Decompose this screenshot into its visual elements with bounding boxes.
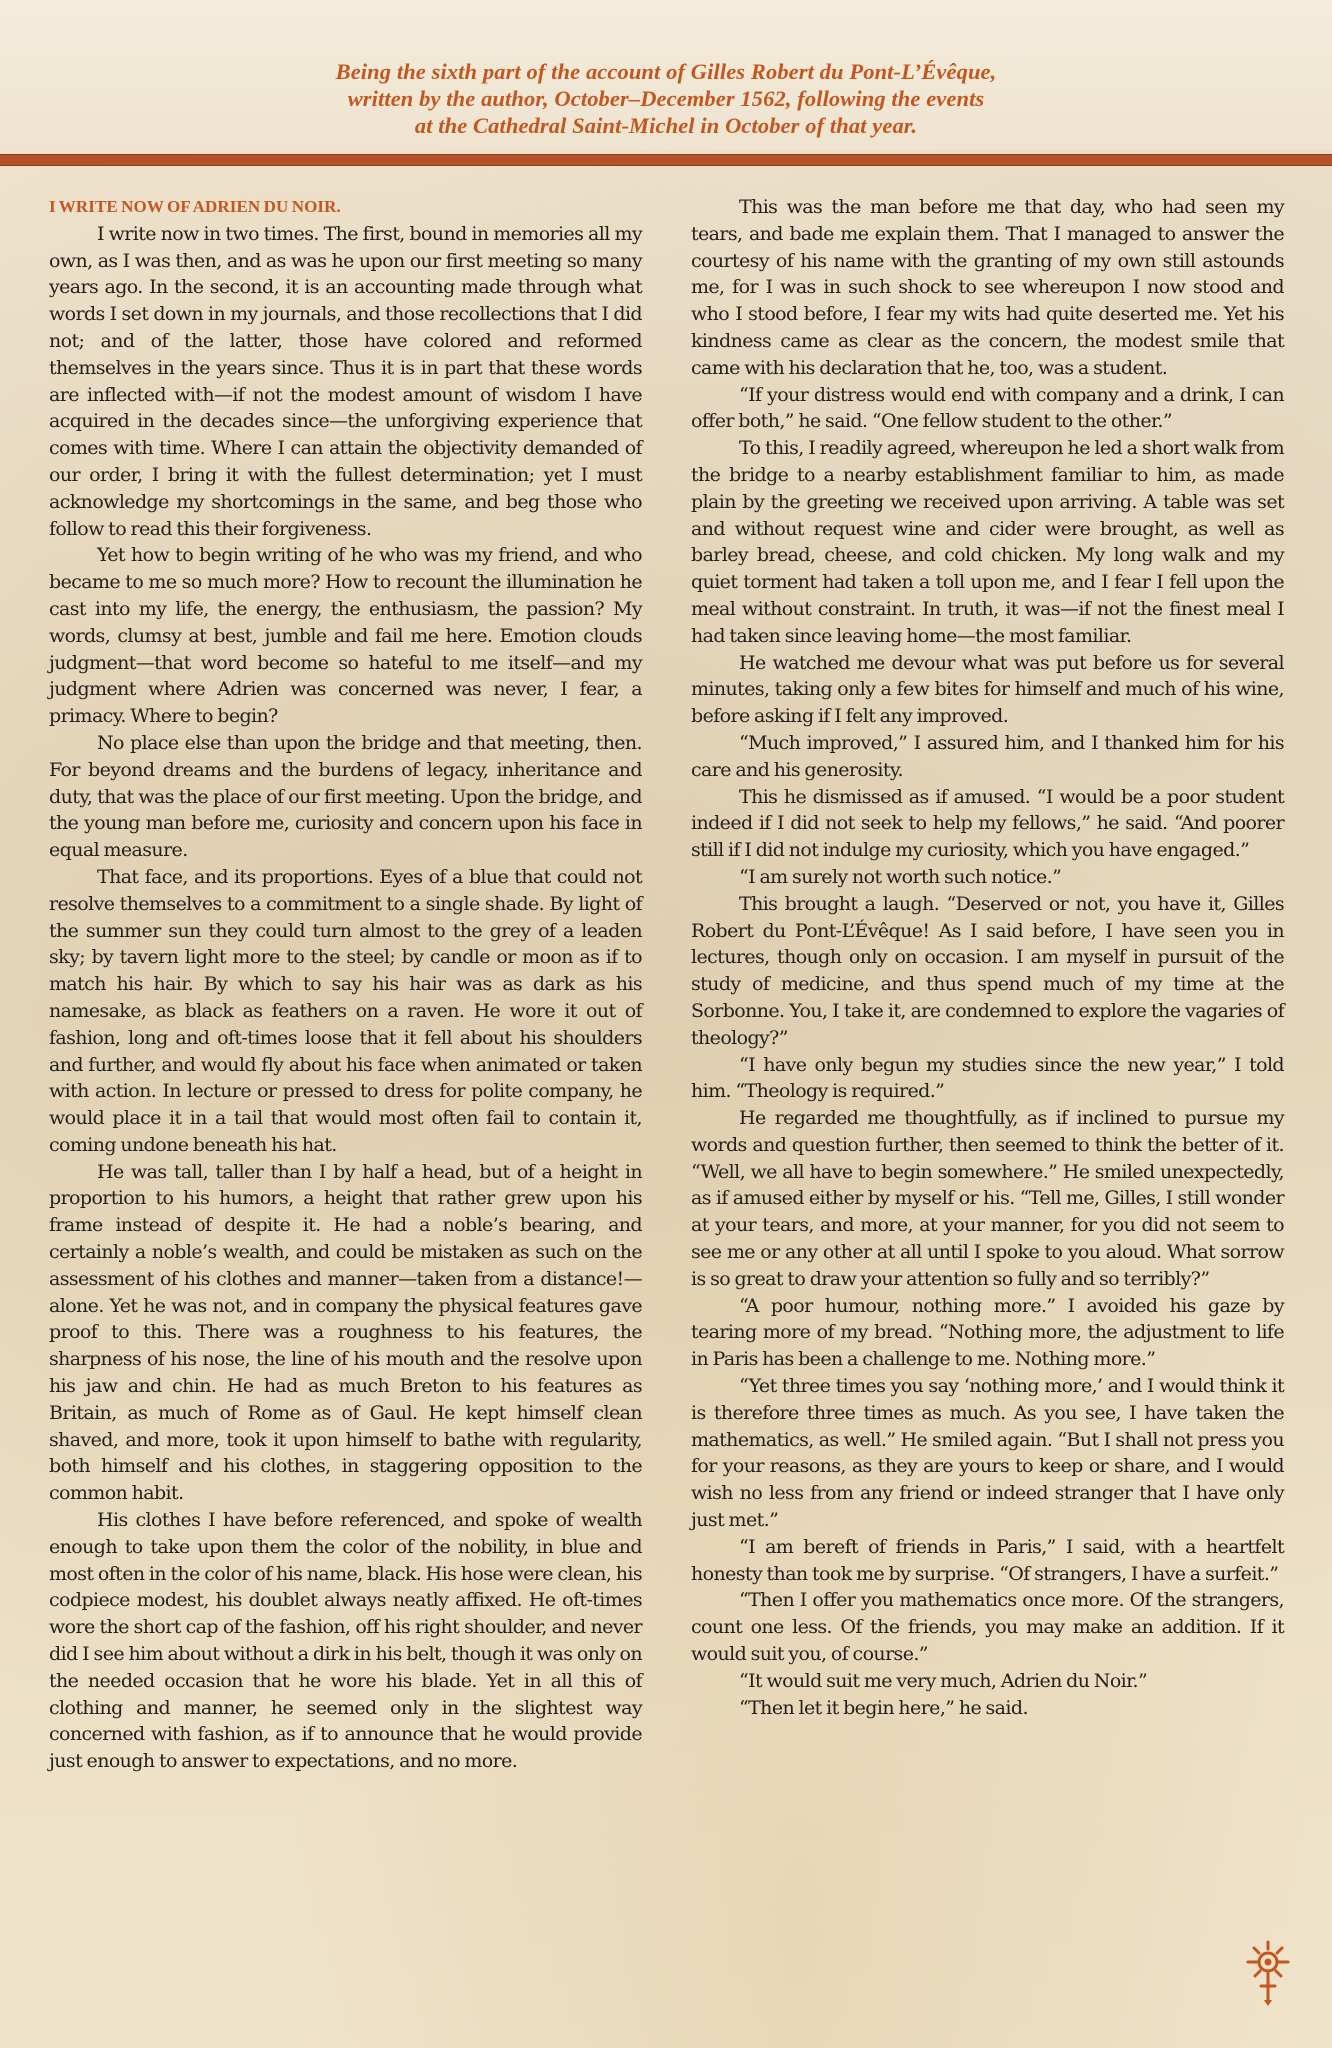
paragraph: “Then let it begin here,” he said.: [739, 1696, 1028, 1719]
paragraph: I write now in two times. The first, bound in memories all my own, as I was then, and as was he upon our first meeting so many years ago. In the second, it is an accounting made through what words I set down in my journals, and those recollections that I did not; and of the latter, those have colored and reformed themselves in the years since. Thus it is in part that these words are inflected with—if not the modest amount of wisdom I have acquired in the decades since—the unforgiving experience that comes with time. Where I can attain the objectivity demanded of our order, I bring it with the fullest determination; yet I must acknowledge my shortcomings in the same, and beg those who follow to read this their forgiveness.: [49, 222, 642, 540]
ornamental-end-mark-icon: [1245, 1938, 1291, 2008]
paragraph: “I am surely not worth such notice.”: [739, 865, 1062, 888]
paragraph: That face, and its proportions. Eyes of a blue that could not resolve themselves to a commitment to a single shade. By light of the summer sun they could turn almost to the grey of a leaden sky; by tavern light more to the steel; by candle or moon as if to match his hair. By which to say his hair was as dark as his namesake, as black as feathers on a raven. He wore it out of fashion, long and oft-times loose that it fell about his shoulders and further, and would fly about his face when animated or taken with action. In lecture or pressed to dress for polite company, he would place it in a tail that would most often fail to contain it, coming undone beneath his hat.: [49, 865, 642, 1156]
right-text-column: [691, 194, 1284, 1721]
paragraph: “If your distress would end with company and a drink, I can offer both,” he said. “One fellow student to the other.”: [691, 383, 1284, 433]
paragraph: He regarded me thoughtfully, as if inclined to pursue my words and question further, then seemed to think the better of it. “Well, we all have to begin somewhere.” He smiled unexpectedly, as if amused either by myself or his. “Tell me, Gilles, I still wonder at your tears, and more, at your manner, for you did not seem to see me or any other at all until I spoke to you aloud. What sorrow is so great to draw your attention so fully and so terribly?”: [691, 1107, 1284, 1290]
paragraph: “I am bereft of friends in Paris,” I said, with a heartfelt honesty than took me by surprise. “Of strangers, I have a surfeit.”: [691, 1535, 1284, 1585]
header-band: [0, 0, 1332, 150]
intro-line: written by the author, October–December 1562, following the events: [347, 86, 985, 111]
paragraph: No place else than upon the bridge and that meeting, then. For beyond dreams and the burdens of legacy, inheritance and duty, that was the place of our first meeting. Upon the bridge, and the young man before me, curiosity and concern upon his face in equal measure.: [49, 731, 642, 862]
paragraph: “It would suit me very much, Adrien du Noir.”: [739, 1669, 1148, 1692]
left-text-column: [49, 194, 642, 1775]
paragraph: He was tall, taller than I by half a head, but of a height in proportion to his humors, a height that rather grew upon his frame instead of despite it. He had a noble’s bearing, and certainly a noble’s wealth, and could be mistaken as such on the assessment of his clothes and manner—taken from a distance!—alone. Yet he was not, and in company the physical features gave proof to this. There was a roughness to his features, the sharpness of his nose, the line of his mouth and the resolve upon his jaw and chin. He had as much Breton to his features as Britain, as much of Rome as of Gaul. He kept himself clean shaved, and more, took it upon himself to bathe with regularity, both himself and his clothes, in staggering opposition to the common habit.: [49, 1160, 642, 1505]
paragraph: “Then I offer you mathematics once more. Of the strangers, count one less. Of the friends, you may make an addition. If it would suit you, of course.”: [691, 1589, 1284, 1666]
paragraph: “Yet three times you say ‘nothing more,’ and I would think it is therefore three times as much. As you see, I have taken the mathematics, as well.” He smiled again. “But I shall not press you for your reasons, as they are yours to keep or share, and I would wish no less from any friend or indeed stranger that I have only just met.”: [691, 1375, 1284, 1532]
header-divider-rule: [0, 154, 1332, 166]
section-heading: I WRITE NOW OF ADRIEN DU NOIR.: [49, 197, 341, 216]
paragraph: This he dismissed as if amused. “I would be a poor student indeed if I did not seek to help my fellows,” he said. “And poorer still if I did not indulge my curiosity, which you have engaged.”: [691, 785, 1284, 862]
paragraph: This brought a laugh. “Deserved or not, you have it, Gilles Robert du Pont-L’Évêque! As I said before, I have seen you in lectures, though only on occasion. I am myself in pursuit of the study of medicine, and thus spend much of my time at the Sorbonne. You, I take it, are condemned to explore the vagaries of theology?”: [691, 892, 1284, 1049]
paragraph: To this, I readily agreed, whereupon he led a short walk from the bridge to a nearby establishment familiar to him, as made plain by the greeting we received upon arriving. A table was set and without request wine and cider were brought, as well as barley bread, cheese, and cold chicken. My long walk and my quiet torment had taken a toll upon me, and I fear I fell upon the meal without constraint. In truth, it was—if not the finest meal I had taken since leaving home—the most familiar.: [691, 437, 1284, 647]
paragraph: “Much improved,” I assured him, and I thanked him for his care and his generosity.: [691, 731, 1284, 781]
paragraph: He watched me devour what was put before us for several minutes, taking only a few bites for himself and much of his wine, before asking if I felt any improved.: [691, 651, 1284, 728]
paragraph: Yet how to begin writing of he who was my friend, and who became to me so much more? How to recount the illumination he cast into my life, the energy, the enthusiasm, the passion? My words, clumsy at best, jumble and fail me here. Emotion clouds judgment—that word become so hateful to me itself—and my judgment where Adrien was concerned was never, I fear, a primacy. Where to begin?: [49, 544, 642, 728]
paragraph: His clothes I have before referenced, and spoke of wealth enough to take upon them the color of the nobility, in blue and most often in the color of his name, black. His hose were clean, his codpiece modest, his doublet always neatly affixed. He oft-times wore the short cap of the fashion, off his right shoulder, and never did I see him about without a dirk in his belt, though it was only on the needed occasion that he wore his blade. Yet in all this of clothing and manner, he seemed only in the slightest way concerned with fashion, as if to announce that he would provide just enough to answer to expectations, and no more.: [49, 1509, 642, 1773]
paragraph: “I have only begun my studies since the new year,” I told him. “Theology is required.”: [691, 1053, 1284, 1103]
intro-blurb: [120, 58, 1212, 139]
paragraph: “A poor humour, nothing more.” I avoided his gaze by tearing more of my bread. “Nothing more, the adjustment to life in Paris has been a challenge to me. Nothing more.”: [691, 1294, 1284, 1371]
intro-line: Being the sixth part of the account of Gilles Robert du Pont-L’Évêque,: [335, 59, 997, 84]
paragraph: This was the man before me that day, who had seen my tears, and bade me explain them. That I managed to answer the courtesy of his name with the granting of my own still astounds me, for I was in such shock to see whereupon I now stood and who I stood before, I fear my wits had quite deserted me. Yet his kindness came as clear as the concern, the modest smile that came with his declaration that he, too, was a student.: [691, 196, 1284, 379]
intro-line: at the Cathedral Saint-Michel in October of that year.: [414, 113, 918, 138]
